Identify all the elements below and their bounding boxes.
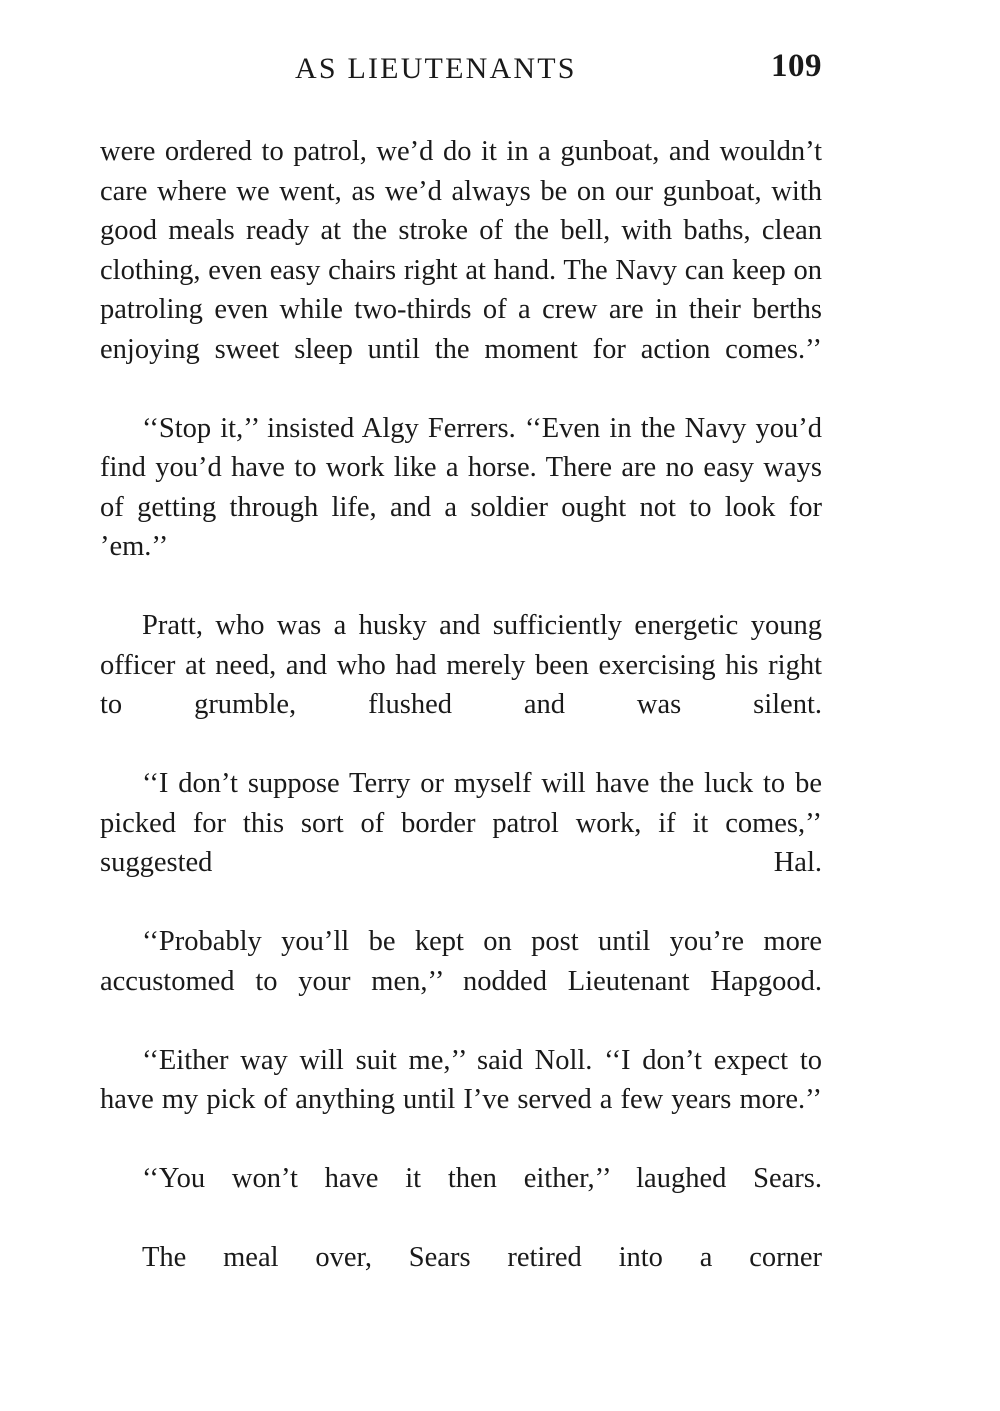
paragraph: were ordered to patrol, we’d do it in a gunboat, and wouldn’t care where we went, as we’d always be on our gunboat, with good meals ready at the stroke of the bell, with baths, clean clothing, even easy chairs right at hand. The Navy can keep on patroling even while two-thirds of a crew are in their berths enjoying sweet sleep until the moment for action comes.’’ <box>100 136 822 365</box>
paragraph: ‘‘Either way will suit me,’’ said Noll. ‘‘I don’t expect to have my pick of anything until I’ve served a few years more.’’ <box>100 1044 822 1115</box>
body-text <box>100 132 822 1317</box>
paragraph: ‘‘You won’t have it then either,’’ laughed Sears. <box>142 1163 822 1194</box>
page-number: 109 <box>771 48 822 84</box>
running-head-title: AS LIEUTENANTS <box>295 52 577 85</box>
paragraph: ‘‘I don’t suppose Terry or myself will have the luck to be picked for this sort of border patrol work, if it comes,’’ suggested Hal. <box>100 768 822 878</box>
paragraph: The meal over, Sears retired into a corner <box>142 1242 822 1273</box>
running-head <box>100 52 820 86</box>
paragraph: ‘‘Stop it,’’ insisted Algy Ferrers. ‘‘Even in the Navy you’d find you’d have to work like a horse. There are no easy ways of getting through life, and a soldier ought not to look for ’em.’’ <box>100 412 822 562</box>
paragraph: Pratt, who was a husky and sufficiently energetic young officer at need, and who had merely been exercising his right to grumble, flushed and was silent. <box>100 610 822 720</box>
paragraph: ‘‘Probably you’ll be kept on post until you’re more accustomed to your men,’’ nodded Lieutenant Hapgood. <box>100 926 822 997</box>
